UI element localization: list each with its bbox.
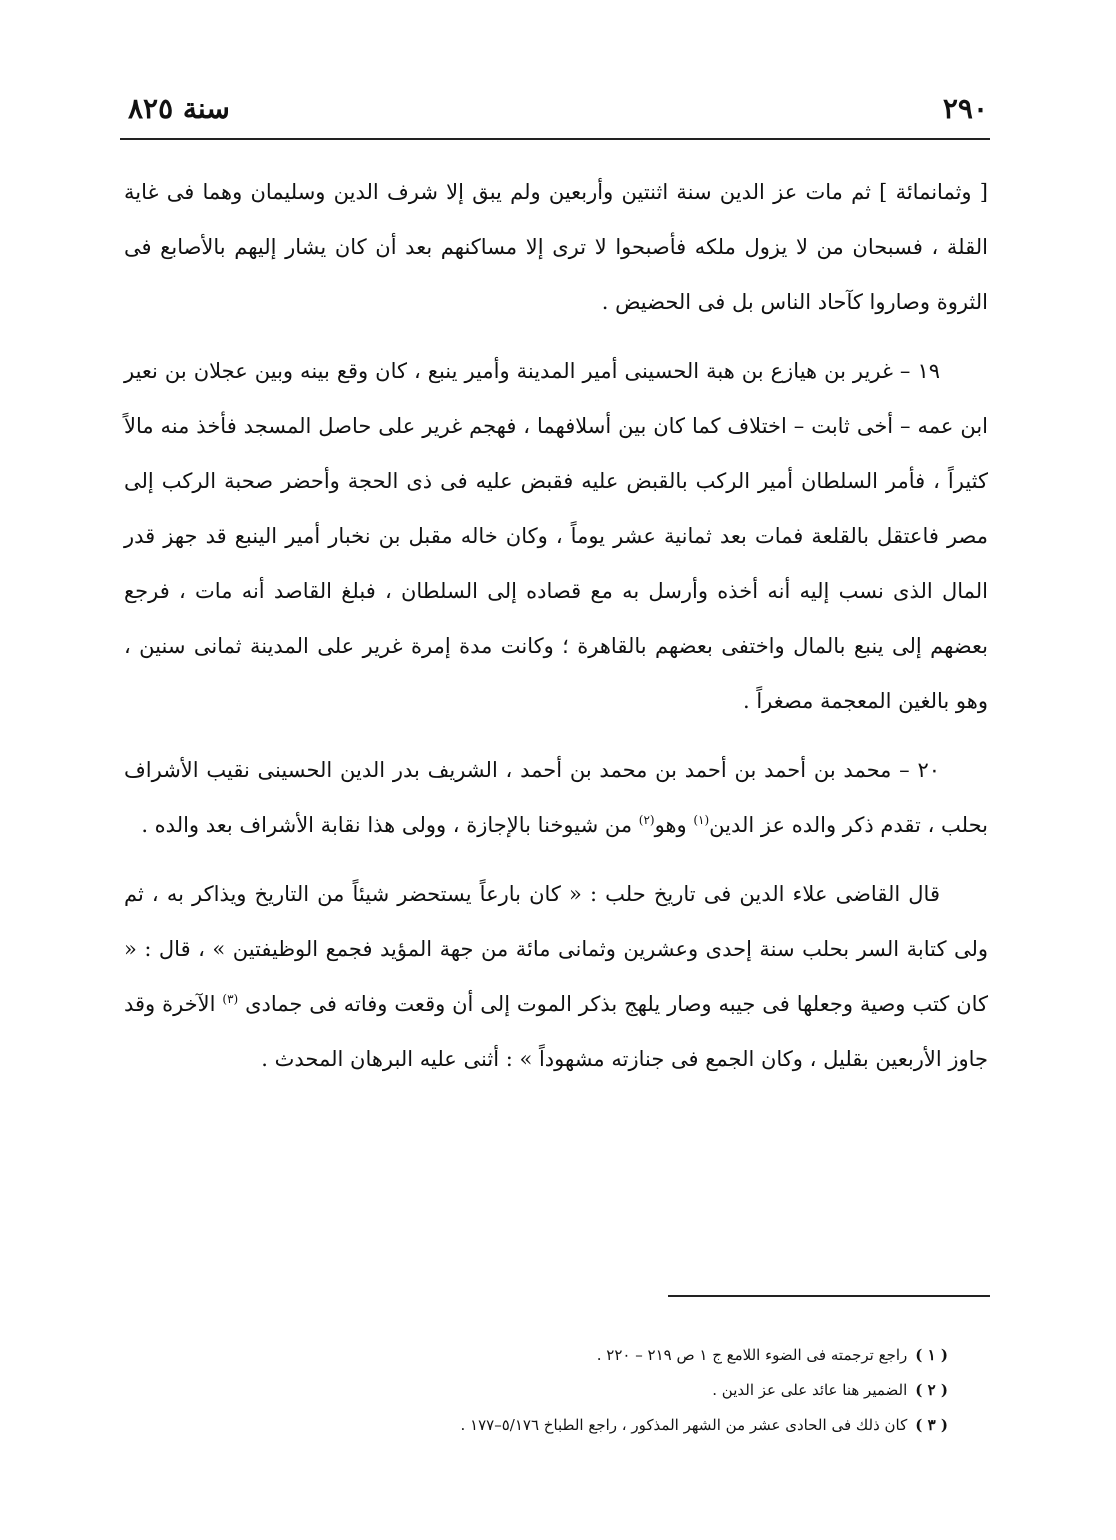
footnotes (300, 1338, 948, 1443)
entry-19: ١٩ – غرير بن هيازع بن هبة الحسينى أمير المدينة وأمير ينبع ، كان وقع بينه وبين عجلان بن نعير ابن عمه – أخى ثابت – اختلاف كما كان بين أسلافهما ، فهجم غرير على حاصل المسجد فأخذ منه مالاً كثيراً ، فأمر السلطان أمير الركب بالقبض عليه فقبض عليه فى ذى الحجة وأحضر صحبة الركب إلى مصر فاعتقل بالقلعة فمات بعد ثمانية عشر يوماً ، وكان خاله مقبل بن نخبار أمير الينبع قد جهز قدر المال الذى نسب إليه أنه أخذه وأرسل به مع قصاده إلى السلطان ، فبلغ القاصد أنه مات ، فرجع بعضهم إلى ينبع بالمال واختفى بعضهم بالقاهرة ؛ وكانت مدة إمرة غرير على المدينة ثمانى سنين ، وهو بالغين المعجمة مصغراً . (124, 359, 988, 713)
footnote-text: الضمير هنا عائد على عز الدين . (712, 1381, 908, 1399)
footnote-mark: ( ٢ ) (915, 1381, 948, 1399)
quote-text-a: قال القاضى علاء الدين فى تاريخ حلب : « كان بارعاً يستحضر شيئاً من التاريخ ويذاكر به ، ثم ولى كتابة السر بحلب سنة إحدى وعشرين وثمانى مائة من جهة المؤيد فجمع الوظيفتين » ، قال : « كان كتب وصية وجعلها فى جيبه وصار يلهج بذكر الموت إلى أن وقعت وفاته فى جمادى (124, 882, 989, 1016)
main-text (124, 165, 988, 1087)
footnote-2 (300, 1373, 948, 1408)
page-number: ٢٩٠ (942, 92, 988, 125)
paragraph-continuation: [ وثمانمائة ] ثم مات عز الدين سنة اثنتين وأربعين ولم يبق إلا شرف الدين وسليمان وهما فى غاية القلة ، فسبحان من لا يزول ملكه فأصبحوا لا ترى إلا مساكنهم بعد أن كان يشار إليهم بالأصابع فى الثروة وصاروا كآحاد الناس بل فى الحضيض . (124, 180, 988, 314)
footnote-ref-2: (٢) (638, 813, 655, 827)
quote-paragraph (124, 867, 988, 1087)
footnote-ref-3: (٣) (222, 992, 239, 1006)
footnote-mark: ( ٣ ) (915, 1416, 948, 1434)
footnote-ref-1: (١) (693, 813, 710, 827)
footnote-mark: ( ١ ) (915, 1346, 948, 1364)
entry-20-text-c: من شيوخنا بالإجازة ، وولى هذا نقابة الأشراف بعد والده . (141, 813, 639, 837)
entry-20-text-a: ٢٠ – محمد بن أحمد بن أحمد بن محمد بن أحمد ، الشريف بدر الدين الحسينى نقيب الأشراف بحلب ، تقدم ذكر والده عز الدين (124, 758, 988, 837)
running-header (128, 92, 988, 136)
header-rule (120, 138, 990, 140)
running-title-year: سنة ٨٢٥ (128, 92, 230, 125)
quote-text-b: الآخرة وقد جاوز الأربعين بقليل ، وكان الجمع فى جنازته مشهوداً » : أثنى عليه البرهان المحدث . (124, 992, 988, 1071)
footnote-rule (668, 1295, 990, 1297)
footnote-1 (300, 1338, 948, 1373)
entry-20 (124, 743, 988, 853)
footnote-text: راجع ترجمته فى الضوء اللامع ج ١ ص ٢١٩ – ٢٢٠ . (596, 1346, 908, 1364)
footnote-text: كان ذلك فى الحادى عشر من الشهر المذكور ، راجع الطباخ ٥/١٧٦–١٧٧ . (460, 1416, 908, 1434)
entry-20-text-b: وهو (654, 813, 694, 837)
footnote-3 (300, 1408, 948, 1443)
